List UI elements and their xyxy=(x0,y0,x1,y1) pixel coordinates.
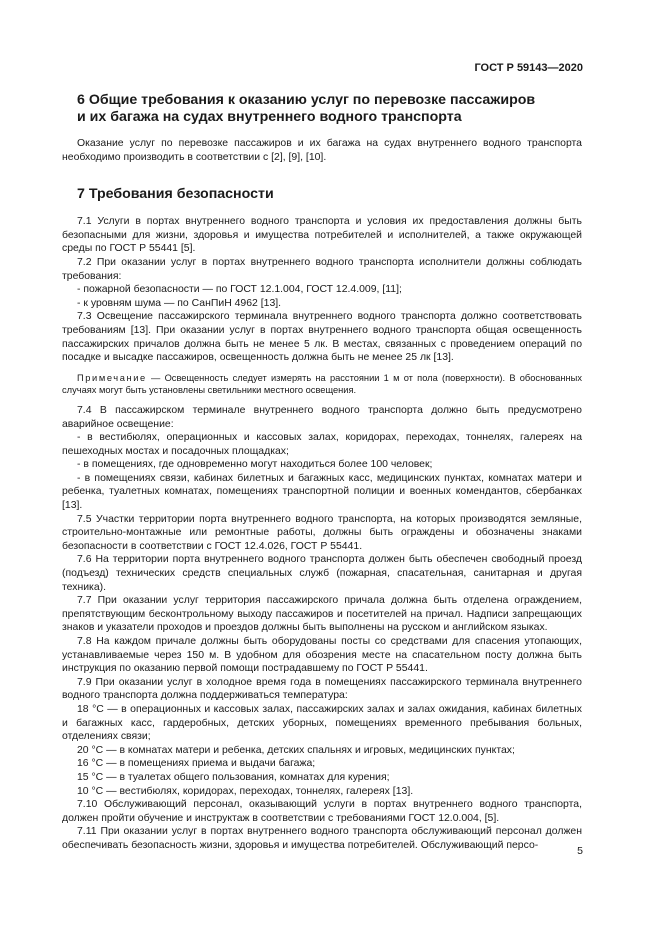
clause-7-9-temp-16: 16 °С — в помещениях приема и выдачи багажа; xyxy=(77,758,316,770)
clause-7-9-temp-15: 15 °С — в туалетах общего пользования, комнатах для курения; xyxy=(77,771,390,783)
clause-7-9-temp-18: 18 °С — в операционных и кассовых залах, пассажирских залах и залах ожидания, кабинах билетных и багажных касс, гардеробных, детских уборных, помещениях временного пребывания больных, отделениях связи; xyxy=(62,703,582,743)
clause-7-4-item-2: - в помещениях, где одновременно могут находиться более 100 человек; xyxy=(77,459,433,471)
section-6-title-line2: и их багажа на судах внутреннего водного транспорта xyxy=(77,109,462,125)
section-6-paragraph: Оказание услуг по перевозке пассажиров и их багажа на судах внутреннего водного транспорта необходимо производить в соответствии с [2], [9], [10]. xyxy=(62,138,582,163)
clause-7-2-item-noise: - к уровням шума — по СанПиН 4962 [13]. xyxy=(77,297,282,309)
clause-7-7: 7.7 При оказании услуг территория пассажирского причала должна быть отделена ограждением, препятствующим бесконтрольному выходу пассажиров и посетителей на причал. Надписи запрещающих знаков и указатели проходов и проездов должны быть выполнены на русском и английском языках. xyxy=(62,595,582,634)
section-6-title-line1: 6 Общие требования к оказанию услуг по перевозке пассажиров xyxy=(77,92,536,108)
clause-7-4: 7.4 В пассажирском терминале внутреннего водного транспорта должно быть предусмотрено аварийное освещение: xyxy=(62,404,582,430)
clause-7-9-temp-20: 20 °С — в комнатах матери и ребенка, детских спальнях и игровых, медицинских пунктах; xyxy=(77,744,515,756)
clause-7-10: 7.10 Обслуживающий персонал, оказывающий услуги в портах внутреннего водного транспорта, должен пройти обучение и инструктаж в соответствии с требованиями ГОСТ 12.0.004, [5]. xyxy=(62,799,582,824)
note-text: — Освещенность следует измерять на расстоянии 1 м от пола (поверхности). В обоснованных случаях могут быть установлены светильники местного освещения. xyxy=(62,372,582,396)
clause-7-9-temp-10: 10 °С — вестибюлях, коридорах, переходах, тоннелях, галереях [13]. xyxy=(77,785,414,797)
clause-7-1: 7.1 Услуги в портах внутреннего водного транспорта и условия их предоставления должны быть безопасными для жизни, здоровья и имущества потребителей и исполнителей, а также окружающей среды по ГОСТ Р 55441 [5]. xyxy=(62,216,582,255)
section-6-title xyxy=(77,92,582,126)
clause-7-8: 7.8 На каждом причале должны быть оборудованы посты со средствами для спасения утопающих, устанавливаемые через 150 м. В удобном для обозрения месте на спасательном посту должна быть инструкция по оказанию первой помощи пострадавшему по ГОСТ Р 55441. xyxy=(62,636,582,675)
clause-7-6: 7.6 На территории порта внутреннего водного транспорта должен быть обеспечен свободный проезд (подъезд) технических средств специальных служб (пожарная, спасательная, санитарная и другая техника). xyxy=(62,554,582,593)
document-id-header: ГОСТ Р 59143—2020 xyxy=(474,62,583,74)
clause-7-2-item-fire: - пожарной безопасности — по ГОСТ 12.1.004, ГОСТ 12.4.009, [11]; xyxy=(77,284,402,296)
clause-7-11: 7.11 При оказании услуг в портах внутреннего водного транспорта обслуживающий персонал должен обеспечивать безопасность жизни, здоровья и имущества потребителей. Обслуживающий персо- xyxy=(62,826,582,851)
clause-7-2: 7.2 При оказании услуг в портах внутреннего водного транспорта исполнители должны соблюдать требования: xyxy=(62,256,582,282)
clause-7-4-item-3: - в помещениях связи, кабинах билетных и багажных касс, медицинских пунктах, комнатах матери и ребенка, туалетных комнатах, помещениях транспортной полиции и военных комендантов, сбербанках [13]. xyxy=(62,472,582,512)
clause-7-5: 7.5 Участки территории порта внутреннего водного транспорта, на которых производятся земляные, строительно-монтажные или ремонтные работы, должны быть ограждены и обозначены знаками безопасности в соответствии с ГОСТ 12.4.026, ГОСТ Р 55441. xyxy=(62,513,582,552)
clause-7-4-item-1: - в вестибюлях, операционных и кассовых залах, коридорах, переходах, тоннелях, галереях на пешеходных мостах и посадочных площадках; xyxy=(62,432,582,457)
clause-7-9: 7.9 При оказании услуг в холодное время года в помещениях пассажирского терминала внутреннего водного транспорта должна поддерживаться температура: xyxy=(62,676,582,702)
clause-7-3: 7.3 Освещение пассажирского терминала внутреннего водного транспорта должно соответствовать требованиям [13]. При оказании услуг в портах внутреннего водного транспорта общая освещенность пассажирских причалов должна быть не менее 5 лк. В местах, связанных с проведением операций по посадке и высадке пассажиров, освещенность должна быть не менее 25 лк [13]. xyxy=(62,311,582,364)
page-content xyxy=(62,92,582,853)
page-number: 5 xyxy=(577,845,583,857)
section-7-title: 7 Требования безопасности xyxy=(77,186,274,203)
note-label: Примечание xyxy=(77,372,147,383)
note xyxy=(62,372,582,397)
